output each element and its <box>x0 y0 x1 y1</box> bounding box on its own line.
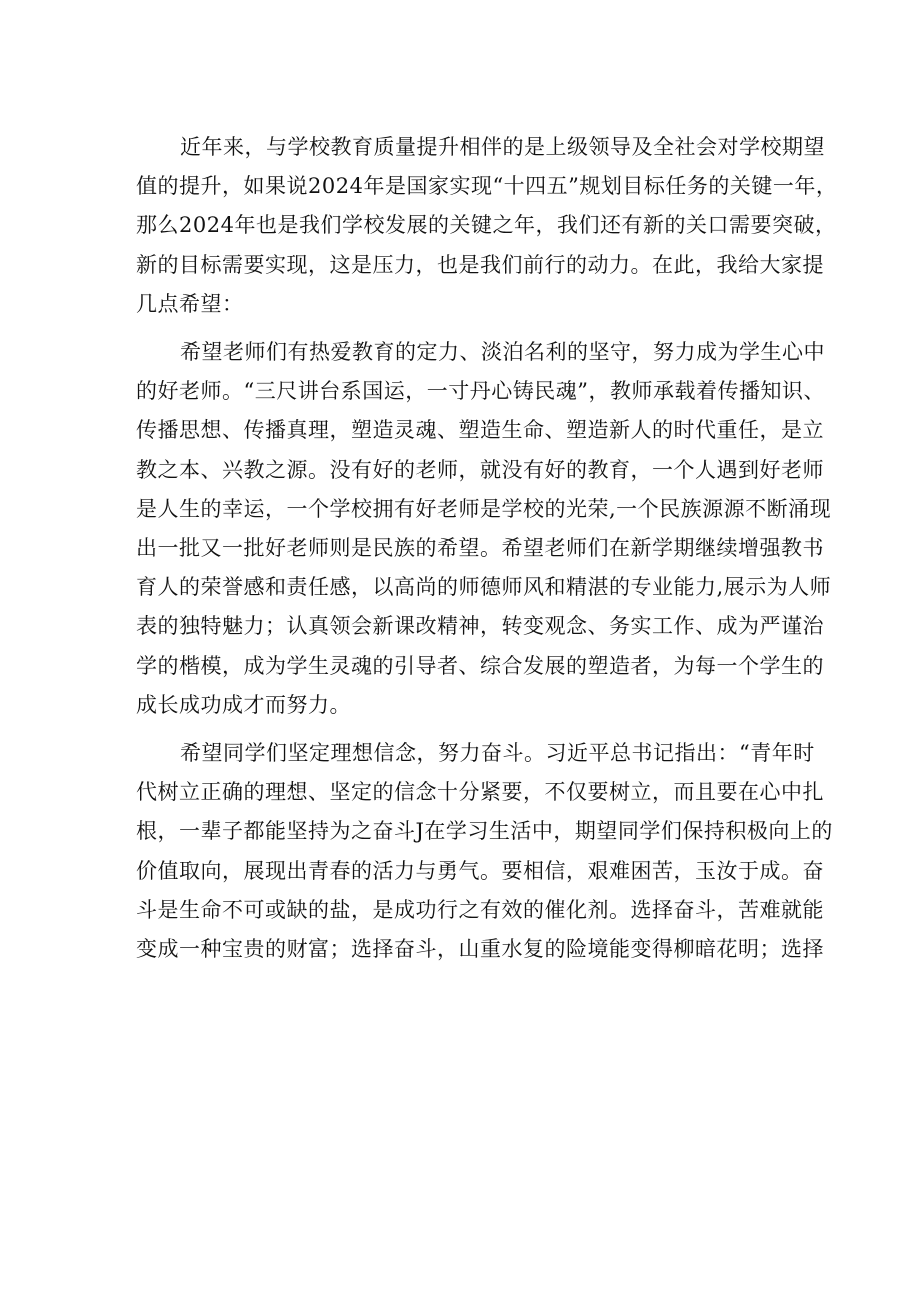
text-line: 希望同学们坚定理想信念，努力奋斗。习近平总书记指出：“青年时 <box>180 741 815 766</box>
paragraph-gap <box>136 725 788 734</box>
paragraph-students <box>136 734 833 969</box>
text-line: 根，一辈子都能坚持为之奋斗J在学习生活中，期望同学们保持积极向上的 <box>136 819 833 844</box>
text-line: 的好老师。“三尺讲台系国运，一寸丹心铸民魂”，教师承载着传播知识、 <box>136 379 825 404</box>
text-line: 成长成功成才而努力。 <box>136 692 351 717</box>
paragraph-gap <box>136 324 788 333</box>
text-line: 新的目标需要实现，这是压力，也是我们前行的动力。在此，我给大家提 <box>136 252 824 277</box>
text-line: 传播思想、传播真理，塑造灵魂、塑造生命、塑造新人的时代重任，是立 <box>136 418 824 443</box>
text-line: 教之本、兴教之源。没有好的老师，就没有好的教育，一个人遇到好老师 <box>136 457 824 482</box>
text-line: 几点希望： <box>136 291 244 316</box>
text-line: 希望老师们有热爱教育的定力、淡泊名利的坚守，努力成为学生心中 <box>180 340 825 365</box>
paragraph-teachers <box>136 333 832 725</box>
text-line: 代树立正确的理想、坚定的信念十分紧要，不仅要树立，而且要在心中扎 <box>136 780 824 805</box>
text-line: 变成一种宝贵的财富；选择奋斗，山重水复的险境能变得柳暗花明；选择 <box>136 937 824 962</box>
text-line: 表的独特魅力；认真领会新课改精神，转变观念、务实工作、成为严谨治 <box>136 614 824 639</box>
text-line: 那么2024年也是我们学校发展的关键之年，我们还有新的关口需要突破， <box>136 213 837 238</box>
text-line: 出一批又一批好老师则是民族的希望。希望老师们在新学期继续增强教书 <box>136 536 824 561</box>
text-line: 价值取向，展现出青春的活力与勇气。要相信，艰难困苦，玉汝于成。奋 <box>136 858 824 883</box>
document-body <box>136 128 838 969</box>
text-line: 育人的荣誉感和责任感，以高尚的师德师风和精湛的专业能力,展示为人师 <box>136 575 832 600</box>
text-line: 斗是生命不可或缺的盐，是成功行之有效的催化剂。选择奋斗，苦难就能 <box>136 897 824 922</box>
text-line: 是人生的幸运，一个学校拥有好老师是学校的光荣,一个民族源源不断涌现 <box>136 496 832 521</box>
text-line: 值的提升，如果说2024年是国家实现“十四五”规划目标任务的关键一年， <box>136 174 838 199</box>
text-line: 近年来，与学校教育质量提升相伴的是上级领导及全社会对学校期望 <box>180 135 825 159</box>
paragraph-intro <box>136 128 838 324</box>
text-line: 学的楷模，成为学生灵魂的引导者、综合发展的塑造者，为每一个学生的 <box>136 653 824 678</box>
